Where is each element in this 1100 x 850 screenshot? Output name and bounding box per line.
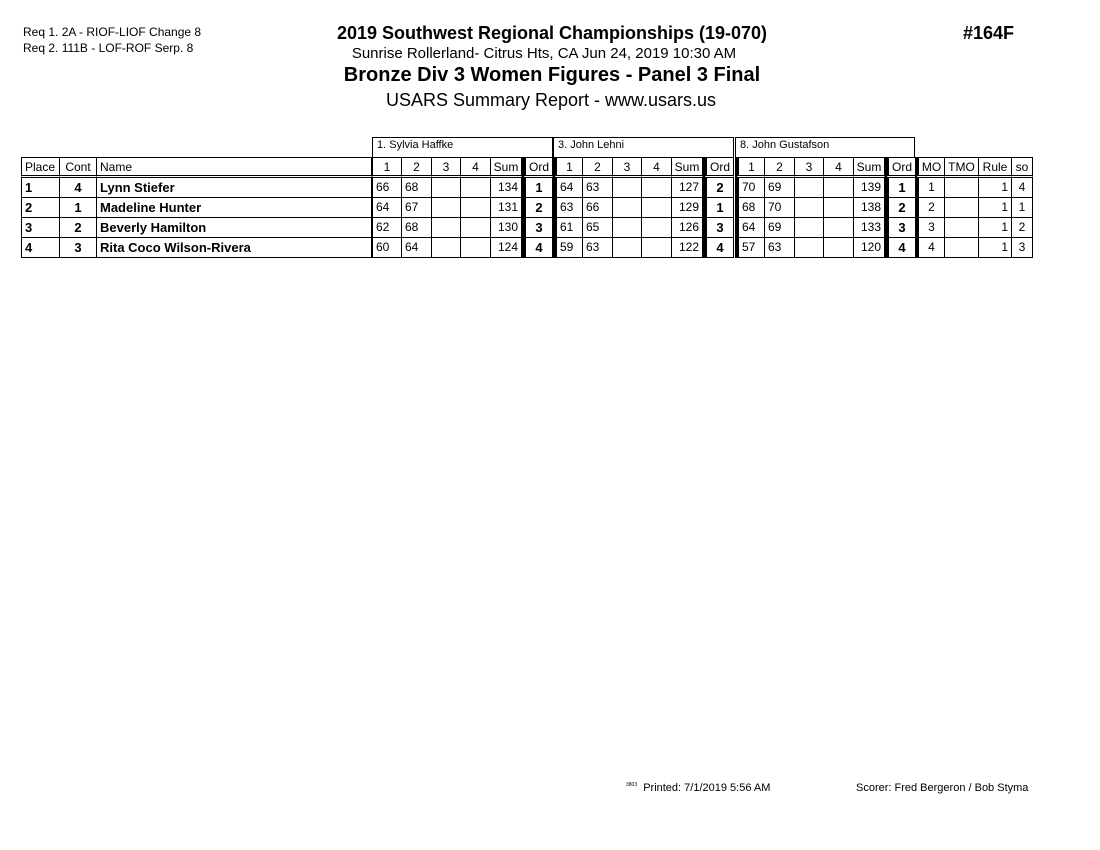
judge-1-col-header: 2	[402, 157, 432, 178]
judge-ordinal: 2	[885, 198, 916, 218]
judge-ordinal: 1	[703, 198, 734, 218]
judge-score	[613, 198, 642, 218]
judge-sum: 139	[854, 178, 885, 198]
judge-score	[824, 178, 854, 198]
judge-score: 63	[583, 238, 613, 258]
skater-name: Rita Coco Wilson-Rivera	[97, 238, 372, 258]
judge-1-col-header: Sum	[491, 157, 522, 178]
rule-cell: 1	[979, 218, 1012, 238]
judge-score: 64	[735, 218, 765, 238]
judge-sum: 130	[491, 218, 522, 238]
col-mo-header: MO	[915, 157, 945, 178]
judge-score: 70	[765, 198, 795, 218]
judge-score: 68	[402, 178, 432, 198]
col-rule-header: Rule	[979, 157, 1012, 178]
event-number: #164F	[963, 23, 1015, 43]
judge-score	[824, 218, 854, 238]
requirement-1: Req 1. 2A - RIOF-LIOF Change 8	[23, 25, 202, 39]
judge-3-col-header: 1	[735, 157, 765, 178]
tmo-cell	[945, 198, 979, 218]
judge-score	[613, 178, 642, 198]
judge-score	[432, 178, 461, 198]
judge-score: 63	[765, 238, 795, 258]
judge-header-3: 8. John Gustafson	[735, 137, 915, 157]
judge-score: 63	[583, 178, 613, 198]
report-subtitle: USARS Summary Report - www.usars.us	[385, 90, 717, 110]
judge-sum: 131	[491, 198, 522, 218]
so-cell: 1	[1012, 198, 1033, 218]
mo-cell: 1	[915, 178, 945, 198]
judge-2-col-header: 2	[583, 157, 613, 178]
judge-sum: 134	[491, 178, 522, 198]
judge-sum: 124	[491, 238, 522, 258]
judge-score	[613, 218, 642, 238]
judge-score	[642, 218, 672, 238]
requirement-2: Req 2. 111B - LOF-ROF Serp. 8	[23, 41, 194, 55]
judge-header-1: 1. Sylvia Haffke	[372, 137, 553, 157]
judge-score	[461, 198, 491, 218]
cont-cell: 3	[60, 238, 97, 258]
judge-3-col-header: 3	[795, 157, 824, 178]
judge-ordinal: 1	[522, 178, 553, 198]
judge-ordinal: 2	[522, 198, 553, 218]
judge-score	[432, 198, 461, 218]
rule-cell: 1	[979, 198, 1012, 218]
judge-score	[461, 218, 491, 238]
judge-2-col-header: Ord	[703, 157, 734, 178]
cont-cell: 2	[60, 218, 97, 238]
judge-3-col-header: 2	[765, 157, 795, 178]
judge-sum: 126	[672, 218, 703, 238]
judge-ordinal: 1	[885, 178, 916, 198]
competition-title: 2019 Southwest Regional Championships (19-070)	[336, 23, 768, 43]
judge-ordinal: 4	[522, 238, 553, 258]
judge-sum: 129	[672, 198, 703, 218]
col-name-header: Name	[97, 157, 372, 178]
judge-score: 64	[402, 238, 432, 258]
judge-ordinal: 2	[703, 178, 734, 198]
tmo-cell	[945, 238, 979, 258]
judge-ordinal: 3	[885, 218, 916, 238]
results-table	[0, 0, 1100, 300]
scorer-line: Scorer: Fred Bergeron / Bob Styma	[856, 782, 1029, 794]
skater-name: Beverly Hamilton	[97, 218, 372, 238]
col-cont-header: Cont	[60, 157, 97, 178]
judge-score: 64	[553, 178, 583, 198]
judge-1-col-header: 3	[432, 157, 461, 178]
judge-score	[642, 198, 672, 218]
judge-score: 59	[553, 238, 583, 258]
judge-score	[613, 238, 642, 258]
judge-sum: 133	[854, 218, 885, 238]
judge-score	[795, 218, 824, 238]
judge-3-col-header: Sum	[854, 157, 885, 178]
judge-score: 65	[583, 218, 613, 238]
judge-score	[642, 178, 672, 198]
judge-2-col-header: 1	[553, 157, 583, 178]
place-cell: 2	[21, 198, 60, 218]
cont-cell: 4	[60, 178, 97, 198]
skater-name: Lynn Stiefer	[97, 178, 372, 198]
judge-score: 63	[553, 198, 583, 218]
report-code: 3803	[626, 782, 638, 788]
judge-sum: 138	[854, 198, 885, 218]
rule-cell: 1	[979, 238, 1012, 258]
judge-2-col-header: 3	[613, 157, 642, 178]
judge-score: 64	[372, 198, 402, 218]
event-title: Bronze Div 3 Women Figures - Panel 3 Final	[343, 64, 761, 86]
judge-sum: 120	[854, 238, 885, 258]
col-place-header: Place	[21, 157, 60, 178]
judge-score: 62	[372, 218, 402, 238]
judge-ordinal: 4	[885, 238, 916, 258]
judge-score: 66	[372, 178, 402, 198]
col-so-header: so	[1012, 157, 1033, 178]
judge-score	[432, 218, 461, 238]
so-cell: 3	[1012, 238, 1033, 258]
judge-sum: 127	[672, 178, 703, 198]
judge-3-col-header: 4	[824, 157, 854, 178]
judge-score	[461, 178, 491, 198]
place-cell: 3	[21, 218, 60, 238]
judge-3-col-header: Ord	[885, 157, 916, 178]
judge-score	[824, 198, 854, 218]
place-cell: 4	[21, 238, 60, 258]
judge-ordinal: 3	[522, 218, 553, 238]
judge-1-col-header: 1	[372, 157, 402, 178]
rule-cell: 1	[979, 178, 1012, 198]
so-cell: 2	[1012, 218, 1033, 238]
judge-score	[795, 238, 824, 258]
judge-header-2: 3. John Lehni	[553, 137, 734, 157]
col-tmo-header: TMO	[945, 157, 979, 178]
skater-name: Madeline Hunter	[97, 198, 372, 218]
judge-1-col-header: 4	[461, 157, 491, 178]
judge-sum: 122	[672, 238, 703, 258]
judge-1-col-header: Ord	[522, 157, 553, 178]
judge-score	[795, 198, 824, 218]
so-cell: 4	[1012, 178, 1033, 198]
printed-line	[626, 782, 770, 794]
judge-ordinal: 3	[703, 218, 734, 238]
location-date: Sunrise Rollerland- Citrus Hts, CA Jun 24, 2019 10:30 AM	[351, 45, 737, 62]
judge-score	[461, 238, 491, 258]
judge-score: 69	[765, 178, 795, 198]
judge-score: 60	[372, 238, 402, 258]
judge-score: 68	[735, 198, 765, 218]
tmo-cell	[945, 218, 979, 238]
judge-score: 70	[735, 178, 765, 198]
judge-score: 66	[583, 198, 613, 218]
mo-cell: 2	[915, 198, 945, 218]
judge-score	[795, 178, 824, 198]
judge-score	[824, 238, 854, 258]
judge-score	[642, 238, 672, 258]
judge-2-col-header: 4	[642, 157, 672, 178]
judge-score: 69	[765, 218, 795, 238]
place-cell: 1	[21, 178, 60, 198]
mo-cell: 4	[915, 238, 945, 258]
judge-score: 67	[402, 198, 432, 218]
judge-score: 57	[735, 238, 765, 258]
judge-score	[432, 238, 461, 258]
judge-score: 68	[402, 218, 432, 238]
judge-ordinal: 4	[703, 238, 734, 258]
printed-timestamp: Printed: 7/1/2019 5:56 AM	[643, 782, 771, 794]
judge-2-col-header: Sum	[672, 157, 703, 178]
cont-cell: 1	[60, 198, 97, 218]
judge-score: 61	[553, 218, 583, 238]
mo-cell: 3	[915, 218, 945, 238]
tmo-cell	[945, 178, 979, 198]
